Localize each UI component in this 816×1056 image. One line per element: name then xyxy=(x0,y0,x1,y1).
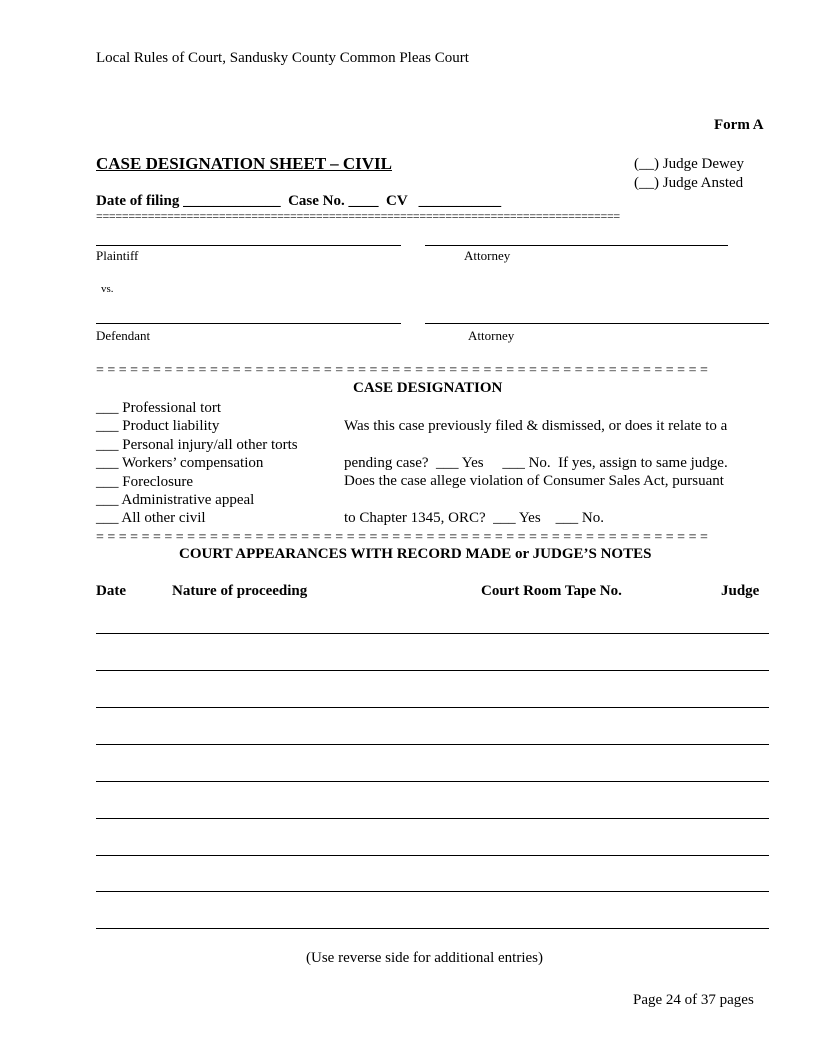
case-type-item[interactable]: ___ Foreclosure xyxy=(96,473,194,490)
separator: = = = = = = = = = = = = = = = = = = = = = = = = = = = = = = = = = = = = = = = = = = = = = = = = = = = = = = xyxy=(96,531,708,545)
vs-label: vs. xyxy=(101,283,114,295)
page-number: Page 24 of 37 pages xyxy=(633,992,754,1008)
attorney1-line[interactable] xyxy=(425,245,728,246)
case-type-item[interactable]: ___ Personal injury/all other torts xyxy=(96,436,298,453)
attorney1-label: Attorney xyxy=(464,248,511,263)
question-text: Was this case previously filed & dismissed, or does it relate to a xyxy=(344,418,728,435)
entry-line[interactable] xyxy=(96,670,769,671)
judge-dewey-option[interactable]: (__) Judge Dewey xyxy=(634,156,744,172)
footer-note: (Use reverse side for additional entries) xyxy=(306,950,543,966)
entry-line[interactable] xyxy=(96,891,769,892)
attorney2-line[interactable] xyxy=(425,323,769,324)
entry-line[interactable] xyxy=(96,744,769,745)
separator: ================================================================================= xyxy=(96,210,620,222)
case-type-item[interactable]: ___ Professional tort xyxy=(96,400,221,416)
col-tape: Court Room Tape No. xyxy=(481,583,622,599)
question-text: Does the case allege violation of Consumer Sales Act, pursuant xyxy=(344,473,724,490)
case-type-item[interactable]: ___ Administrative appeal xyxy=(96,492,255,509)
filing-line[interactable]: Date of filing _____________ Case No. ____ CV ___________ xyxy=(96,193,502,209)
case-designation-heading: CASE DESIGNATION xyxy=(353,380,503,396)
entry-line[interactable] xyxy=(96,781,769,782)
defendant-line[interactable] xyxy=(96,323,401,324)
case-type-item[interactable]: ___ Product liability xyxy=(96,418,220,435)
attorney2-label: Attorney xyxy=(468,328,515,343)
plaintiff-label: Plaintiff xyxy=(96,248,139,263)
col-nature: Nature of proceeding xyxy=(172,583,308,599)
entry-line[interactable] xyxy=(96,707,769,708)
case-type-item[interactable]: ___ Workers’ compensation xyxy=(96,455,264,472)
entry-line[interactable] xyxy=(96,633,769,634)
question-text: to Chapter 1345, ORC? ___ Yes ___ No. xyxy=(344,510,605,527)
form-label: Form A xyxy=(714,117,764,133)
separator: = = = = = = = = = = = = = = = = = = = = = = = = = = = = = = = = = = = = = = = = = = = = = = = = = = = = = = xyxy=(96,364,708,378)
col-date: Date xyxy=(96,583,126,599)
case-type-list xyxy=(96,399,298,528)
appearances-heading: COURT APPEARANCES WITH RECORD MADE or JUDGE’S NOTES xyxy=(179,546,652,562)
judge-ansted-option[interactable]: (__) Judge Ansted xyxy=(634,175,744,191)
entry-line[interactable] xyxy=(96,818,769,819)
entry-line[interactable] xyxy=(96,855,769,856)
running-header: Local Rules of Court, Sandusky County Common Pleas Court xyxy=(96,50,469,66)
page-title: CASE DESIGNATION SHEET – CIVIL xyxy=(96,154,393,173)
question-text: pending case? ___ Yes ___ No. If yes, assign to same judge. xyxy=(344,455,728,472)
case-type-item[interactable]: ___ All other civil xyxy=(96,510,206,527)
plaintiff-line[interactable] xyxy=(96,245,401,246)
entry-line[interactable] xyxy=(96,928,769,929)
defendant-label: Defendant xyxy=(96,328,151,343)
col-judge: Judge xyxy=(721,583,760,599)
